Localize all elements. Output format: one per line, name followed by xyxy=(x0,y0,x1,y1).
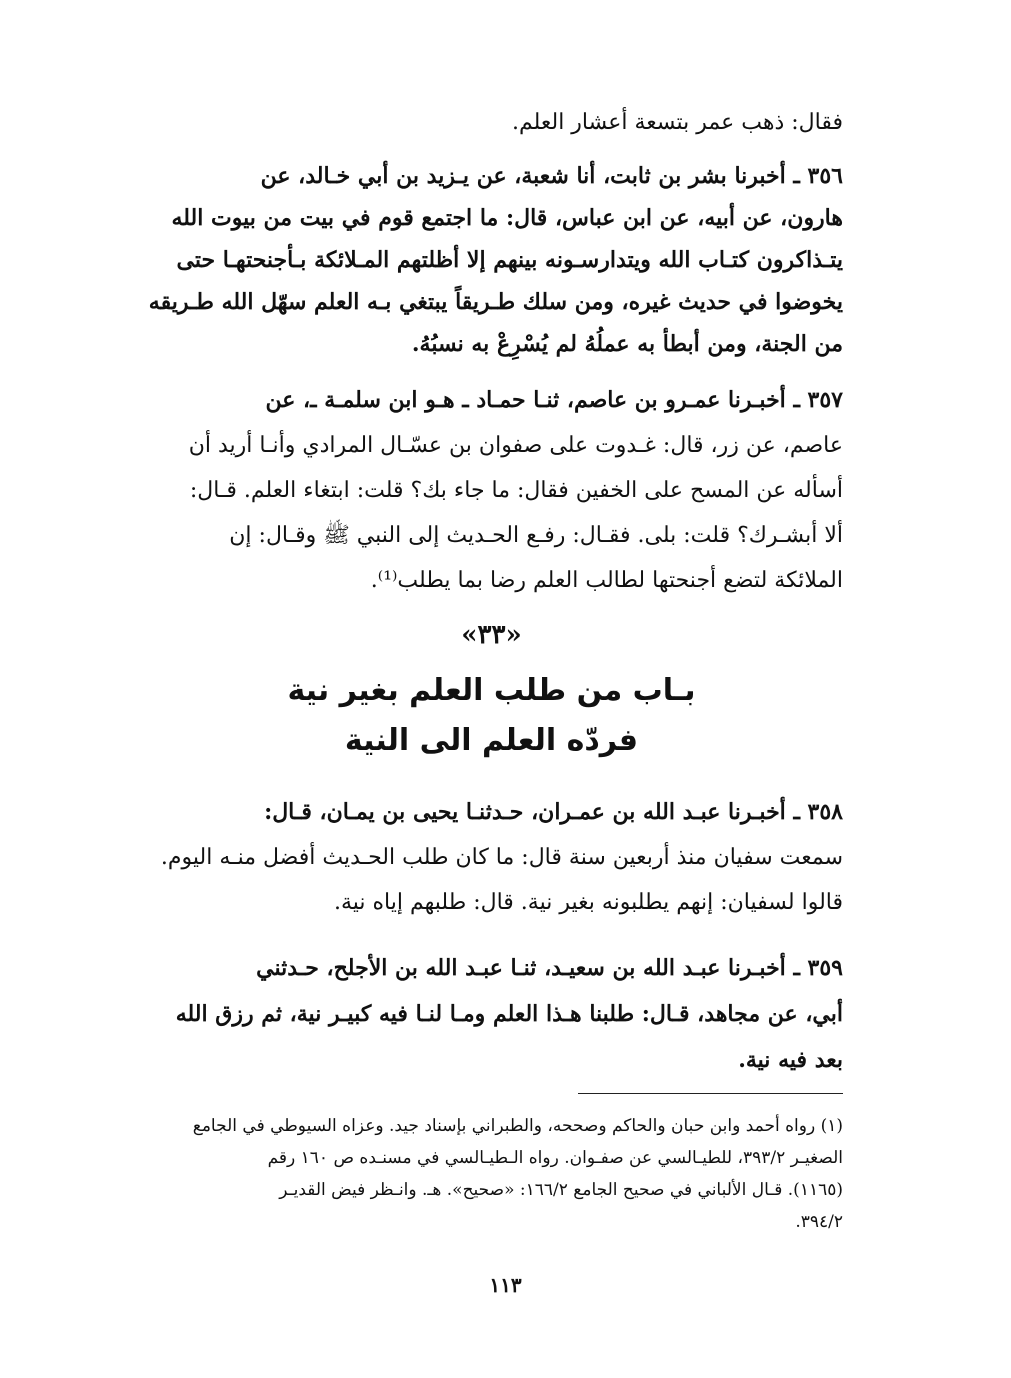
text-line: يخوضوا في حديث غيره، ومن سلك طـريقاً يبتغي بـه العلم سهّل الله طـريقه xyxy=(148,289,843,315)
text-line: أبي، عن مجاهد، قـال: طلبنا هـذا العلم ومـا لنـا فيه كبيـر نية، ثم رزق الله xyxy=(175,1001,843,1027)
hadith-358-paragraph xyxy=(140,790,843,925)
chapter-number: «٣٣» xyxy=(461,620,522,650)
text-line: ٣٥٦ ـ أخبرنا بشر بن ثابت، أنا شعبة، عن يـزيد بن أبي خـالد، عن xyxy=(260,163,843,189)
text-line: فقال: ذهب عمر بتسعة أعشار العلم. xyxy=(511,110,843,135)
hadith-357-paragraph xyxy=(140,378,843,603)
footnote-line: (١١٦٥). قـال الألباني في صحيح الجامع ١٦٦/٢: «صحيح». هـ. وانـظر فيض القديـر xyxy=(279,1180,843,1200)
text-line: بعد فيه نية. xyxy=(738,1047,843,1073)
text-line: ألا أبشـرك؟ قلت: بلى. فقـال: رفـع الحـديث إلى النبي ﷺ وقـال: إن xyxy=(229,523,843,548)
text-line: أسأله عن المسح على الخفين فقال: ما جاء بك؟ قلت: ابتغاء العلم. قـال: xyxy=(189,478,843,503)
intro-paragraph xyxy=(140,100,843,146)
text-line: قالوا لسفيان: إنهم يطلبونه بغير نية. قال: طلبهم إياه نية. xyxy=(333,890,843,915)
text-line: من الجنة، ومن أبطأ به عملُهُ لم يُسْرِعْ به نسبُهُ. xyxy=(411,331,843,357)
text-line: عاصم، عن زر، قال: غـدوت على صفوان بن عسّـال المرادي وأنـا أريد أن xyxy=(188,433,843,458)
footnote-line: الصغيـر ٣٩٣/٢، للطيـالسي عن صفـوان. رواه الـطيـالسي في مسنـده ص ١٦٠ رقم xyxy=(267,1148,843,1168)
footnote-line: (١) رواه أحمد وابن حبان والحاكم وصححه، والطبراني بإسناد جيد. وعزاه السيوطي في الجامع xyxy=(192,1116,843,1136)
chapter-subtitle: فردّه العلم الى النية xyxy=(344,723,639,758)
text-line: ٣٥٧ ـ أخبـرنا عمـرو بن عاصم، ثنـا حمـاد ـ هـو ابن سلمـة ـ، عن xyxy=(265,387,843,413)
page-number: ١١٣ xyxy=(489,1273,522,1297)
hadith-356-paragraph xyxy=(140,155,843,365)
footnote-divider xyxy=(578,1093,843,1094)
hadith-359-paragraph xyxy=(140,945,843,1083)
chapter-title: بـاب من طلب العلم بغير نية xyxy=(287,673,696,708)
text-line: هارون، عن أبيه، عن ابن عباس، قال: ما اجتمع قوم في بيت من بيوت الله xyxy=(171,205,843,231)
footnotes xyxy=(140,1110,843,1238)
text-line: ٣٥٨ ـ أخبـرنا عبـد الله بن عمـران، حـدثنـا يحيى بن يمـان، قـال: xyxy=(264,799,843,825)
text-line: ٣٥٩ ـ أخبـرنا عبـد الله بن سعيـد، ثنـا عبـد الله بن الأجلح، حـدثني xyxy=(256,955,843,981)
text-line: سمعت سفيان منذ أربعين سنة قال: ما كان طلب الحـديث أفضل منـه اليوم. xyxy=(160,845,843,870)
text-line: الملائكة لتضع أجنحتها لطالب العلم رضا بما يطلب⁽¹⁾. xyxy=(370,568,843,593)
footnote-line: ٣٩٤/٢. xyxy=(795,1212,843,1232)
text-line: يتـذاكرون كتـاب الله ويتدارسـونه بينهم إلا أظلتهم المـلائكة بـأجنحتهـا حتى xyxy=(176,247,843,273)
